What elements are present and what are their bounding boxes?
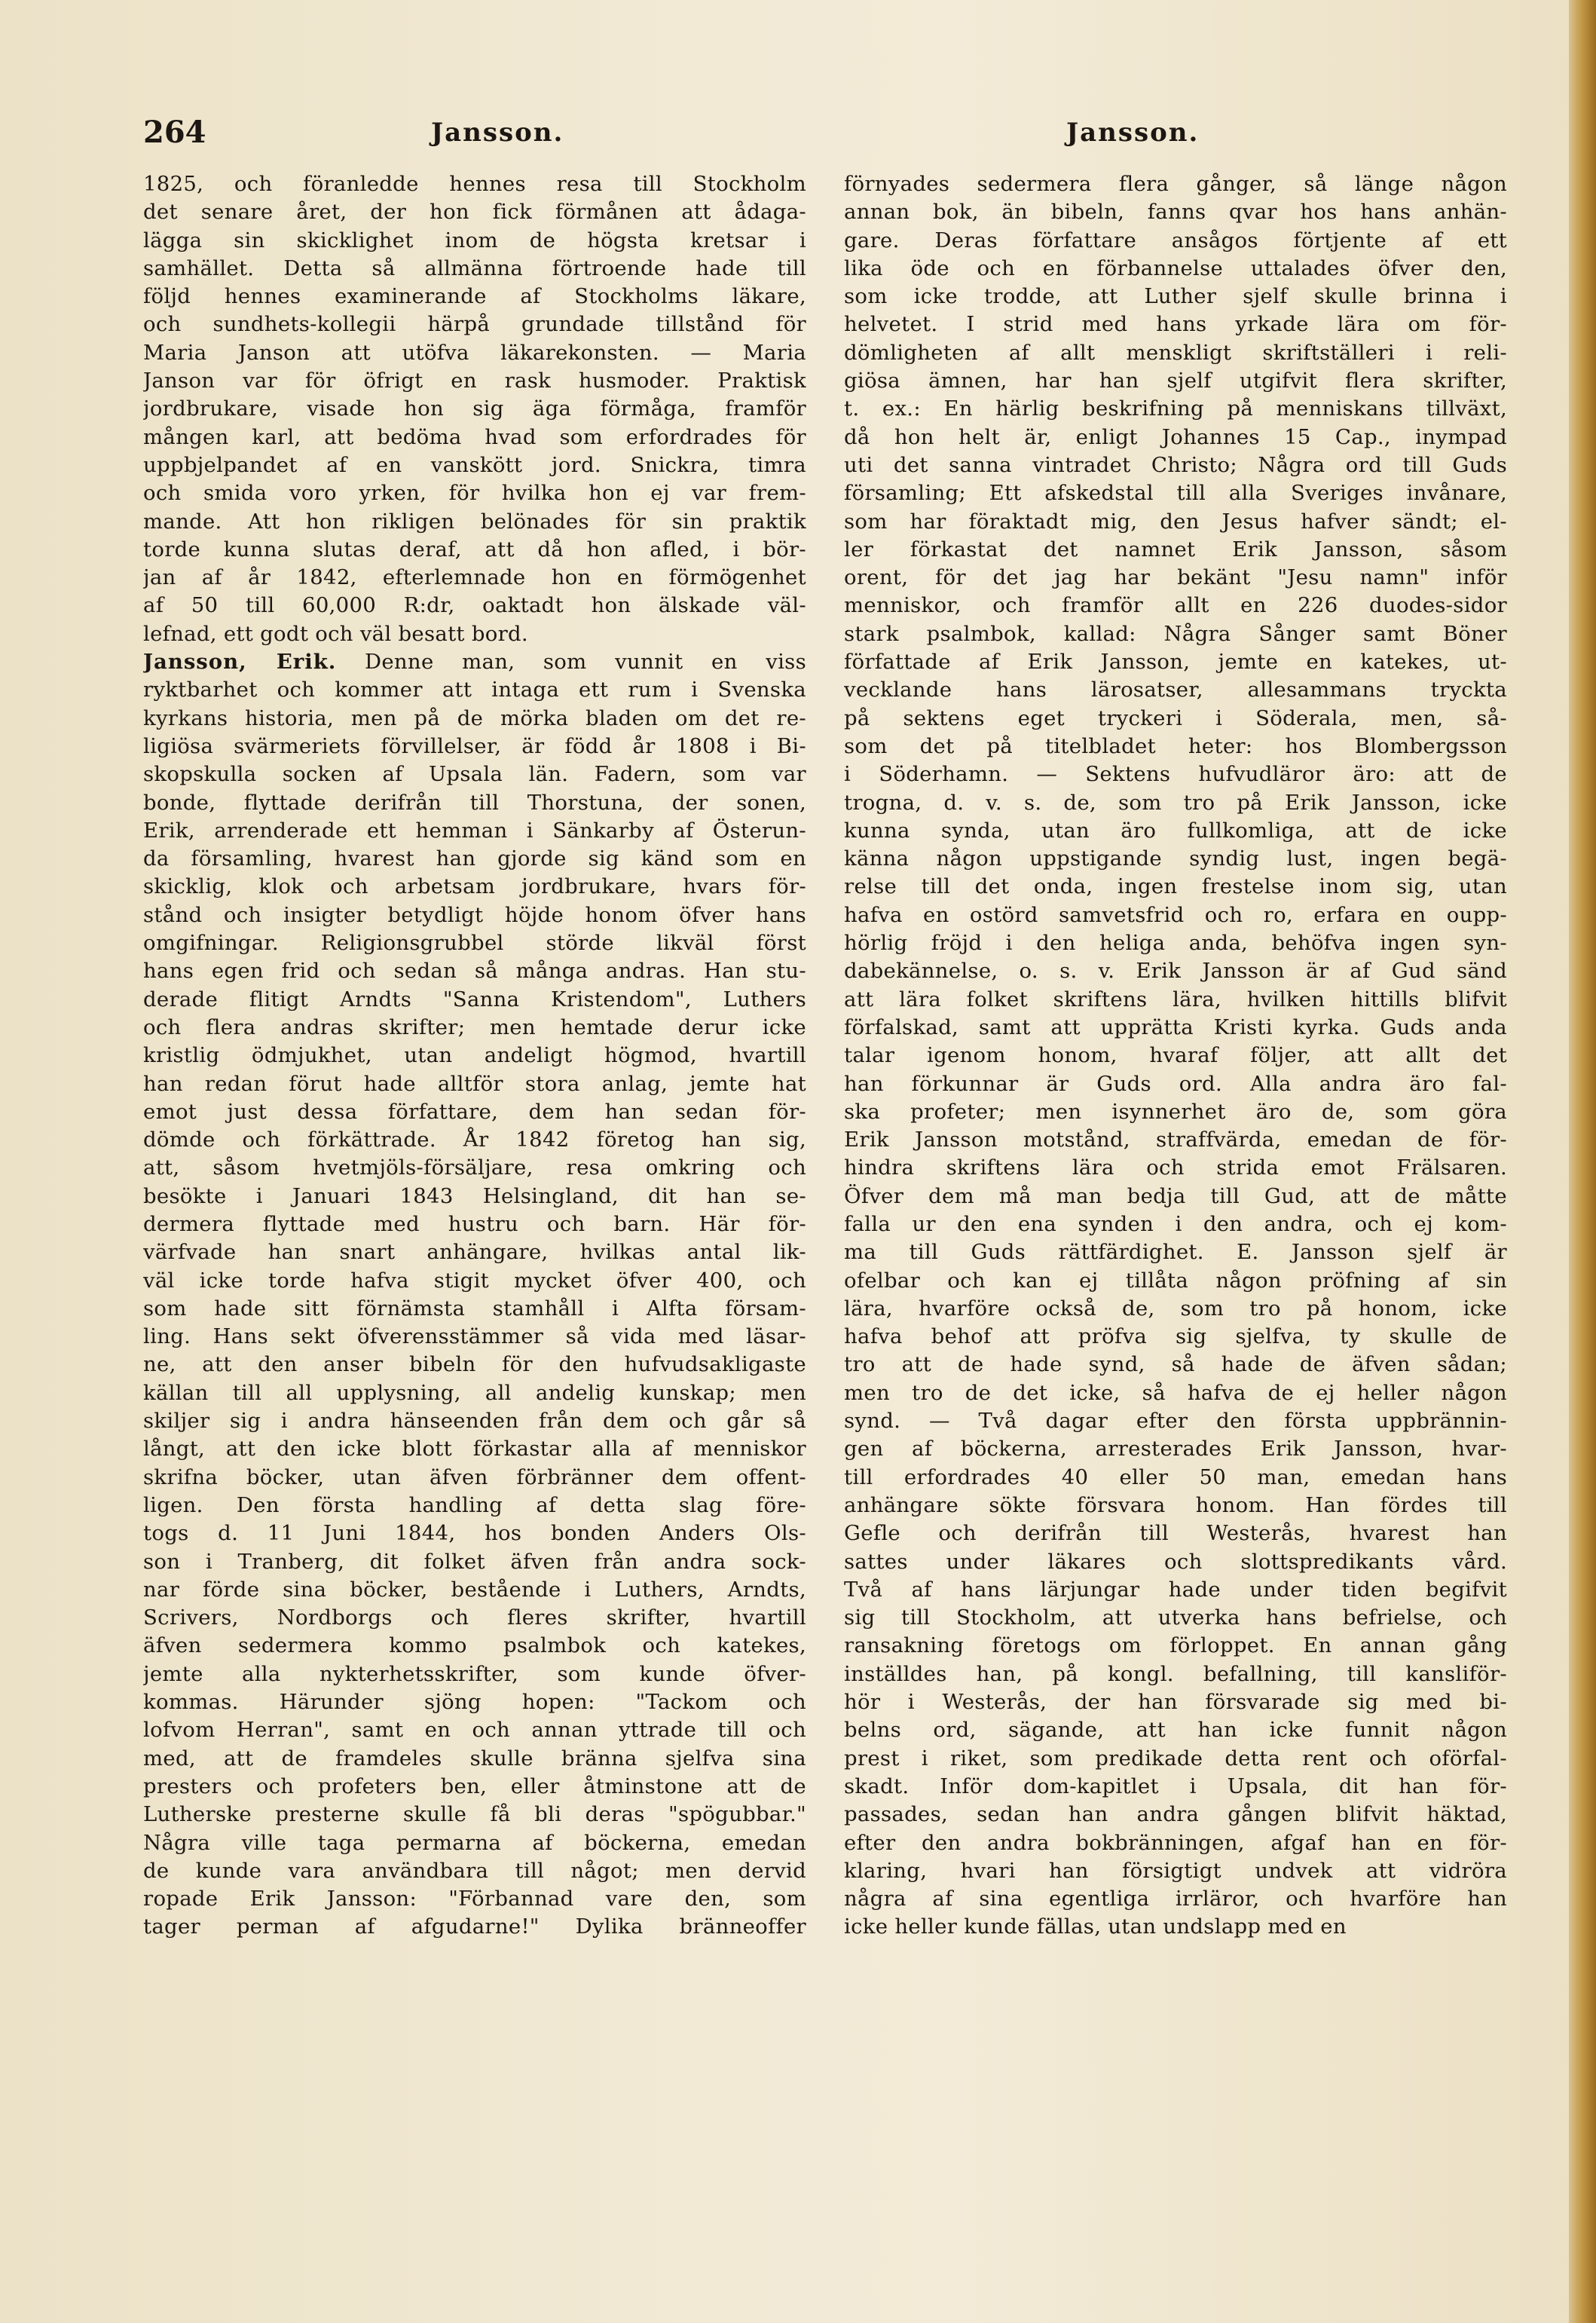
text-line: mången karl, att bedöma hvad som erfordrades för <box>143 424 806 449</box>
text-line: 1825, och föranledde hennes resa till Stockholm <box>143 172 806 196</box>
text-line: följd hennes examinerande af Stockholms läkare, <box>143 284 806 309</box>
text-line: som har föraktadt mig, den Jesus hafver sändt; el- <box>844 509 1507 534</box>
text-line: Janson var för öfrigt en rask husmoder. Praktisk <box>143 369 806 393</box>
text-line: uti det sanna vintradet Christo; Några ord till Guds <box>844 452 1507 477</box>
text-line: kommas. Härunder sjöng hopen: "Tackom och <box>143 1690 806 1715</box>
text-line: Erik, arrenderade ett hemman i Sänkarby af Österun- <box>143 818 806 843</box>
text-line: som det på titelbladet heter: hos Blombergsson <box>844 733 1507 758</box>
text-line: hans egen frid och sedan så många andras. Han stu- <box>143 959 806 984</box>
text-line: väl icke torde hafva stigit mycket öfver 400, och <box>143 1268 806 1293</box>
text-line: menniskor, och framför allt en 226 duodes-sidor <box>844 593 1507 618</box>
text-line: klaring, hvari han försigtigt undvek att vidröra <box>844 1858 1507 1883</box>
text-line: Öfver dem må man bedja till Gud, att de måtte <box>844 1183 1507 1208</box>
text-line: till erfordrades 40 eller 50 man, emedan hans <box>844 1464 1507 1489</box>
text-line: Scrivers, Nordborgs och fleres skrifter, hvartill <box>143 1605 806 1630</box>
text-line: anhängare sökte försvara honom. Han fördes till <box>844 1492 1507 1517</box>
text-line: lägga sin skicklighet inom de högsta kretsar i <box>143 228 806 252</box>
text-line: helvetet. I strid med hans yrkade lära om för- <box>844 312 1507 337</box>
text-line: bonde, flyttade derifrån till Thorstuna, der sonen, <box>143 790 806 815</box>
text-line: sattes under läkares och slottspredikants vård. <box>844 1549 1507 1574</box>
text-line: äfven sedermera kommo psalmbok och katekes, <box>143 1633 806 1658</box>
text-line: Två af hans lärjungar hade under tiden begifvit <box>844 1577 1507 1602</box>
text-line: efter den andra bokbränningen, afgaf han en för- <box>844 1830 1507 1855</box>
text-line: passades, sedan han andra gången blifvit häktad, <box>844 1802 1507 1827</box>
text-line: lofvom Herran", samt en och annan yttrade till och <box>143 1718 806 1743</box>
text-line: källan till all upplysning, all andelig kunskap; men <box>143 1380 806 1405</box>
text-line: vecklande hans lärosatser, allesammans tryckta <box>844 678 1507 702</box>
text-line: känna någon uppstigande syndig lust, ingen begä- <box>844 846 1507 871</box>
text-line: Lutherske presterne skulle få bli deras "spögubbar." <box>143 1802 806 1827</box>
text-line: då hon helt är, enligt Johannes 15 Cap., inympad <box>844 424 1507 449</box>
text-line: ofelbar och kan ej tillåta någon pröfning af sin <box>844 1268 1507 1293</box>
text-line: dabekännelse, o. s. v. Erik Jansson är af Gud sänd <box>844 959 1507 984</box>
text-line: skiljer sig i andra hänseenden från dem och går så <box>143 1409 806 1434</box>
text-line: med, att de framdeles skulle bränna sjelfva sina <box>143 1746 806 1771</box>
text-line: värfvade han snart anhängare, hvilkas antal lik- <box>143 1240 806 1265</box>
text-line: dömde och förkättrade. År 1842 företog han sig, <box>143 1128 806 1152</box>
text-line: togs d. 11 Juni 1844, hos bonden Anders Ols- <box>143 1521 806 1546</box>
text-line: kristlig ödmjukhet, utan andeligt högmod, hvartill <box>143 1043 806 1068</box>
text-line: ma till Guds rättfärdighet. E. Jansson sjelf är <box>844 1240 1507 1265</box>
text-line: Erik Jansson motstånd, straffvärda, emedan de för- <box>844 1128 1507 1152</box>
text-line: nar förde sina böcker, bestående i Luthers, Arndts, <box>143 1577 806 1602</box>
text-line: jordbrukare, visade hon sig äga förmåga, framför <box>143 396 806 421</box>
running-header <box>143 115 1522 152</box>
text-line: da församling, hvarest han gjorde sig känd som en <box>143 846 806 871</box>
text-line: hörlig fröjd i den heliga anda, behöfva ingen syn- <box>844 931 1507 956</box>
left-running-head: Jansson. <box>431 118 564 148</box>
text-line: samhället. Detta så allmänna förtroende hade till <box>143 256 806 280</box>
text-line: och sundhets-kollegii härpå grundade tillstånd för <box>143 312 806 337</box>
text-line: mande. Att hon rikligen belönades för sin praktik <box>143 509 806 534</box>
text-line: han förkunnar är Guds ord. Alla andra äro fal- <box>844 1071 1507 1096</box>
entry-heading: Jansson, Erik. <box>143 650 337 675</box>
text-line: skicklig, klok och arbetsam jordbrukare, hvars för- <box>143 874 806 899</box>
text-line: gen af böckerna, arresterades Erik Jansson, hvar- <box>844 1437 1507 1461</box>
text-line: tro att de hade synd, så hade de äfven sådan; <box>844 1352 1507 1377</box>
text-line: jemte alla nykterhetsskrifter, som kunde öfver- <box>143 1661 806 1686</box>
text-line: hafva behof att pröfva sig sjelfva, ty skulle de <box>844 1324 1507 1349</box>
text-line: Maria Janson att utöfva läkarekonsten. — Maria <box>143 340 806 365</box>
text-line: och flera andras skrifter; men hemtade derur icke <box>143 1015 806 1039</box>
text-line: lika öde och en förbannelse uttalades öfver den, <box>844 256 1507 280</box>
text-line: att lära folket skriftens lära, hvilken hittills blifvit <box>844 987 1507 1012</box>
text-line: i Söderhamn. — Sektens hufvudläror äro: att de <box>844 762 1507 787</box>
text-line: ler förkastat det namnet Erik Jansson, såsom <box>844 537 1507 562</box>
text-line: icke heller kunde fällas, utan undslapp med en <box>844 1914 1347 1939</box>
text-line: torde kunna slutas deraf, att då hon afled, i bör- <box>143 537 806 562</box>
text-line: och smida voro yrken, för hvilka hon ej var frem- <box>143 481 806 506</box>
page-number: 264 <box>143 115 206 150</box>
text-line: uppbjelpandet af en vanskött jord. Snickra, timra <box>143 452 806 477</box>
text-line: som icke trodde, att Luther sjelf skulle brinna i <box>844 284 1507 309</box>
text-line: förnyades sedermera flera gånger, så länge någon <box>844 172 1507 196</box>
text-line: långt, att den icke blott förkastar alla af menniskor <box>143 1437 806 1461</box>
text-line: hindra skriftens lära och strida emot Frälsaren. <box>844 1155 1507 1180</box>
text-line: af 50 till 60,000 R:dr, oaktadt hon älskade väl- <box>143 593 806 618</box>
text-line: att, såsom hvetmjöls-försäljare, resa omkring och <box>143 1155 806 1180</box>
page-edge <box>1569 0 1596 2323</box>
text-line: t. ex.: En härlig beskrifning på menniskans tillväxt, <box>844 396 1507 421</box>
text-line: sig till Stockholm, att utverka hans befrielse, och <box>844 1605 1507 1630</box>
right-running-head: Jansson. <box>1066 118 1200 148</box>
text-line: stånd och insigter betydligt höjde honom öfver hans <box>143 902 806 927</box>
text-line: belns ord, sägande, att han icke funnit någon <box>844 1718 1507 1743</box>
text-line: som hade sitt förnämsta stamhåll i Alfta försam- <box>143 1296 806 1321</box>
text-line: synd. — Två dagar efter den första uppbrännin- <box>844 1409 1507 1434</box>
text-line: orent, för det jag har bekänt "Jesu namn" inför <box>844 565 1507 590</box>
text-line: inställdes han, på kongl. befallning, till kansliför- <box>844 1661 1507 1686</box>
text-line: ropade Erik Jansson: "Förbannad vare den, som <box>143 1887 806 1911</box>
text-line: Några ville taga permarna af böckerna, emedan <box>143 1830 806 1855</box>
text-line: emot just dessa författare, dem han sedan för- <box>143 1099 806 1124</box>
text-line: de kunde vara användbara till något; men dervid <box>143 1858 806 1883</box>
text-line: talar igenom honom, hvaraf följer, att allt det <box>844 1043 1507 1068</box>
text-line: trogna, d. v. s. de, som tro på Erik Jansson, icke <box>844 790 1507 815</box>
text-line: skopskulla socken af Upsala län. Fadern, som var <box>143 762 806 787</box>
text-line: hör i Westerås, der han försvarade sig med bi- <box>844 1690 1507 1715</box>
right-column <box>844 170 1507 1942</box>
text-line: lära, hvarföre också de, som tro på honom, icke <box>844 1296 1507 1321</box>
text-line: prest i riket, som predikade detta rent och oförfal- <box>844 1746 1507 1771</box>
text-line: några af sina egentliga irrläror, och hvarföre han <box>844 1887 1507 1911</box>
text-line: förfalskad, samt att upprätta Kristi kyrka. Guds anda <box>844 1015 1507 1039</box>
text-line: Gefle och derifrån till Westerås, hvarest han <box>844 1521 1507 1546</box>
text-line: skrifna böcker, utan äfven förbränner dem offent- <box>143 1464 806 1489</box>
text-line: kyrkans historia, men på de mörka bladen om det re- <box>143 705 806 730</box>
text-line: ling. Hans sekt öfverensstämmer så vida med läsar- <box>143 1324 806 1349</box>
text-line: ne, att den anser bibeln för den hufvudsakligaste <box>143 1352 806 1377</box>
text-line: falla ur den ena synden i den andra, och ej kom- <box>844 1211 1507 1236</box>
text-line: lefnad, ett godt och väl besatt bord. <box>143 621 528 646</box>
text-line: han redan förut hade alltför stora anlag, jemte hat <box>143 1071 806 1096</box>
text-line: son i Tranberg, dit folket äfven från andra sock- <box>143 1549 806 1574</box>
text-line: kunna synda, utan äro fullkomliga, att de icke <box>844 818 1507 843</box>
text-line <box>143 648 806 676</box>
text-line: annan bok, än bibeln, fanns qvar hos hans anhän- <box>844 200 1507 225</box>
entry-text: Denne man, som vunnit en viss <box>365 650 806 675</box>
text-line: på sektens eget tryckeri i Söderala, men, så- <box>844 705 1507 730</box>
text-line: dömligheten af allt menskligt skriftställeri i reli- <box>844 340 1507 365</box>
text-line: giösa ämnen, har han sjelf utgifvit flera skrifter, <box>844 369 1507 393</box>
text-line: besökte i Januari 1843 Helsingland, dit han se- <box>143 1183 806 1208</box>
text-line: det senare året, der hon fick förmånen att ådaga- <box>143 200 806 225</box>
text-line: dermera flyttade med hustru och barn. Här för- <box>143 1211 806 1236</box>
text-line: hafva en ostörd samvetsfrid och ro, erfara en oupp- <box>844 902 1507 927</box>
text-line: författade af Erik Jansson, jemte en katekes, ut- <box>844 650 1507 675</box>
left-column <box>143 170 806 1942</box>
text-line: men tro de det icke, så hafva de ej heller någon <box>844 1380 1507 1405</box>
text-line: stark psalmbok, kallad: Några Sånger samt Böner <box>844 621 1507 646</box>
text-line: skadt. Inför dom-kapitlet i Upsala, dit han för- <box>844 1774 1507 1798</box>
text-line: ligen. Den första handling af detta slag före- <box>143 1492 806 1517</box>
text-line: gare. Deras författare ansågos förtjente af ett <box>844 228 1507 252</box>
text-line: presters och profeters ben, eller åtminstone att de <box>143 1774 806 1798</box>
text-line: derade flitigt Arndts "Sanna Kristendom", Luthers <box>143 987 806 1012</box>
text-line: ska profeter; men isynnerhet äro de, som göra <box>844 1099 1507 1124</box>
text-line: ransakning företogs om förloppet. En annan gång <box>844 1633 1507 1658</box>
text-line: församling; Ett afskedstal till alla Sveriges invånare, <box>844 481 1507 506</box>
text-line: ligiösa svärmeriets förvillelser, är född år 1808 i Bi- <box>143 733 806 758</box>
text-line: relse till det onda, ingen frestelse inom sig, utan <box>844 874 1507 899</box>
text-line: omgifningar. Religionsgrubbel störde likväl först <box>143 931 806 956</box>
text-line: jan af år 1842, efterlemnade hon en förmögenhet <box>143 565 806 590</box>
text-line: tager perman af afgudarne!" Dylika bränneoffer <box>143 1914 806 1939</box>
text-line: ryktbarhet och kommer att intaga ett rum i Svenska <box>143 678 806 702</box>
